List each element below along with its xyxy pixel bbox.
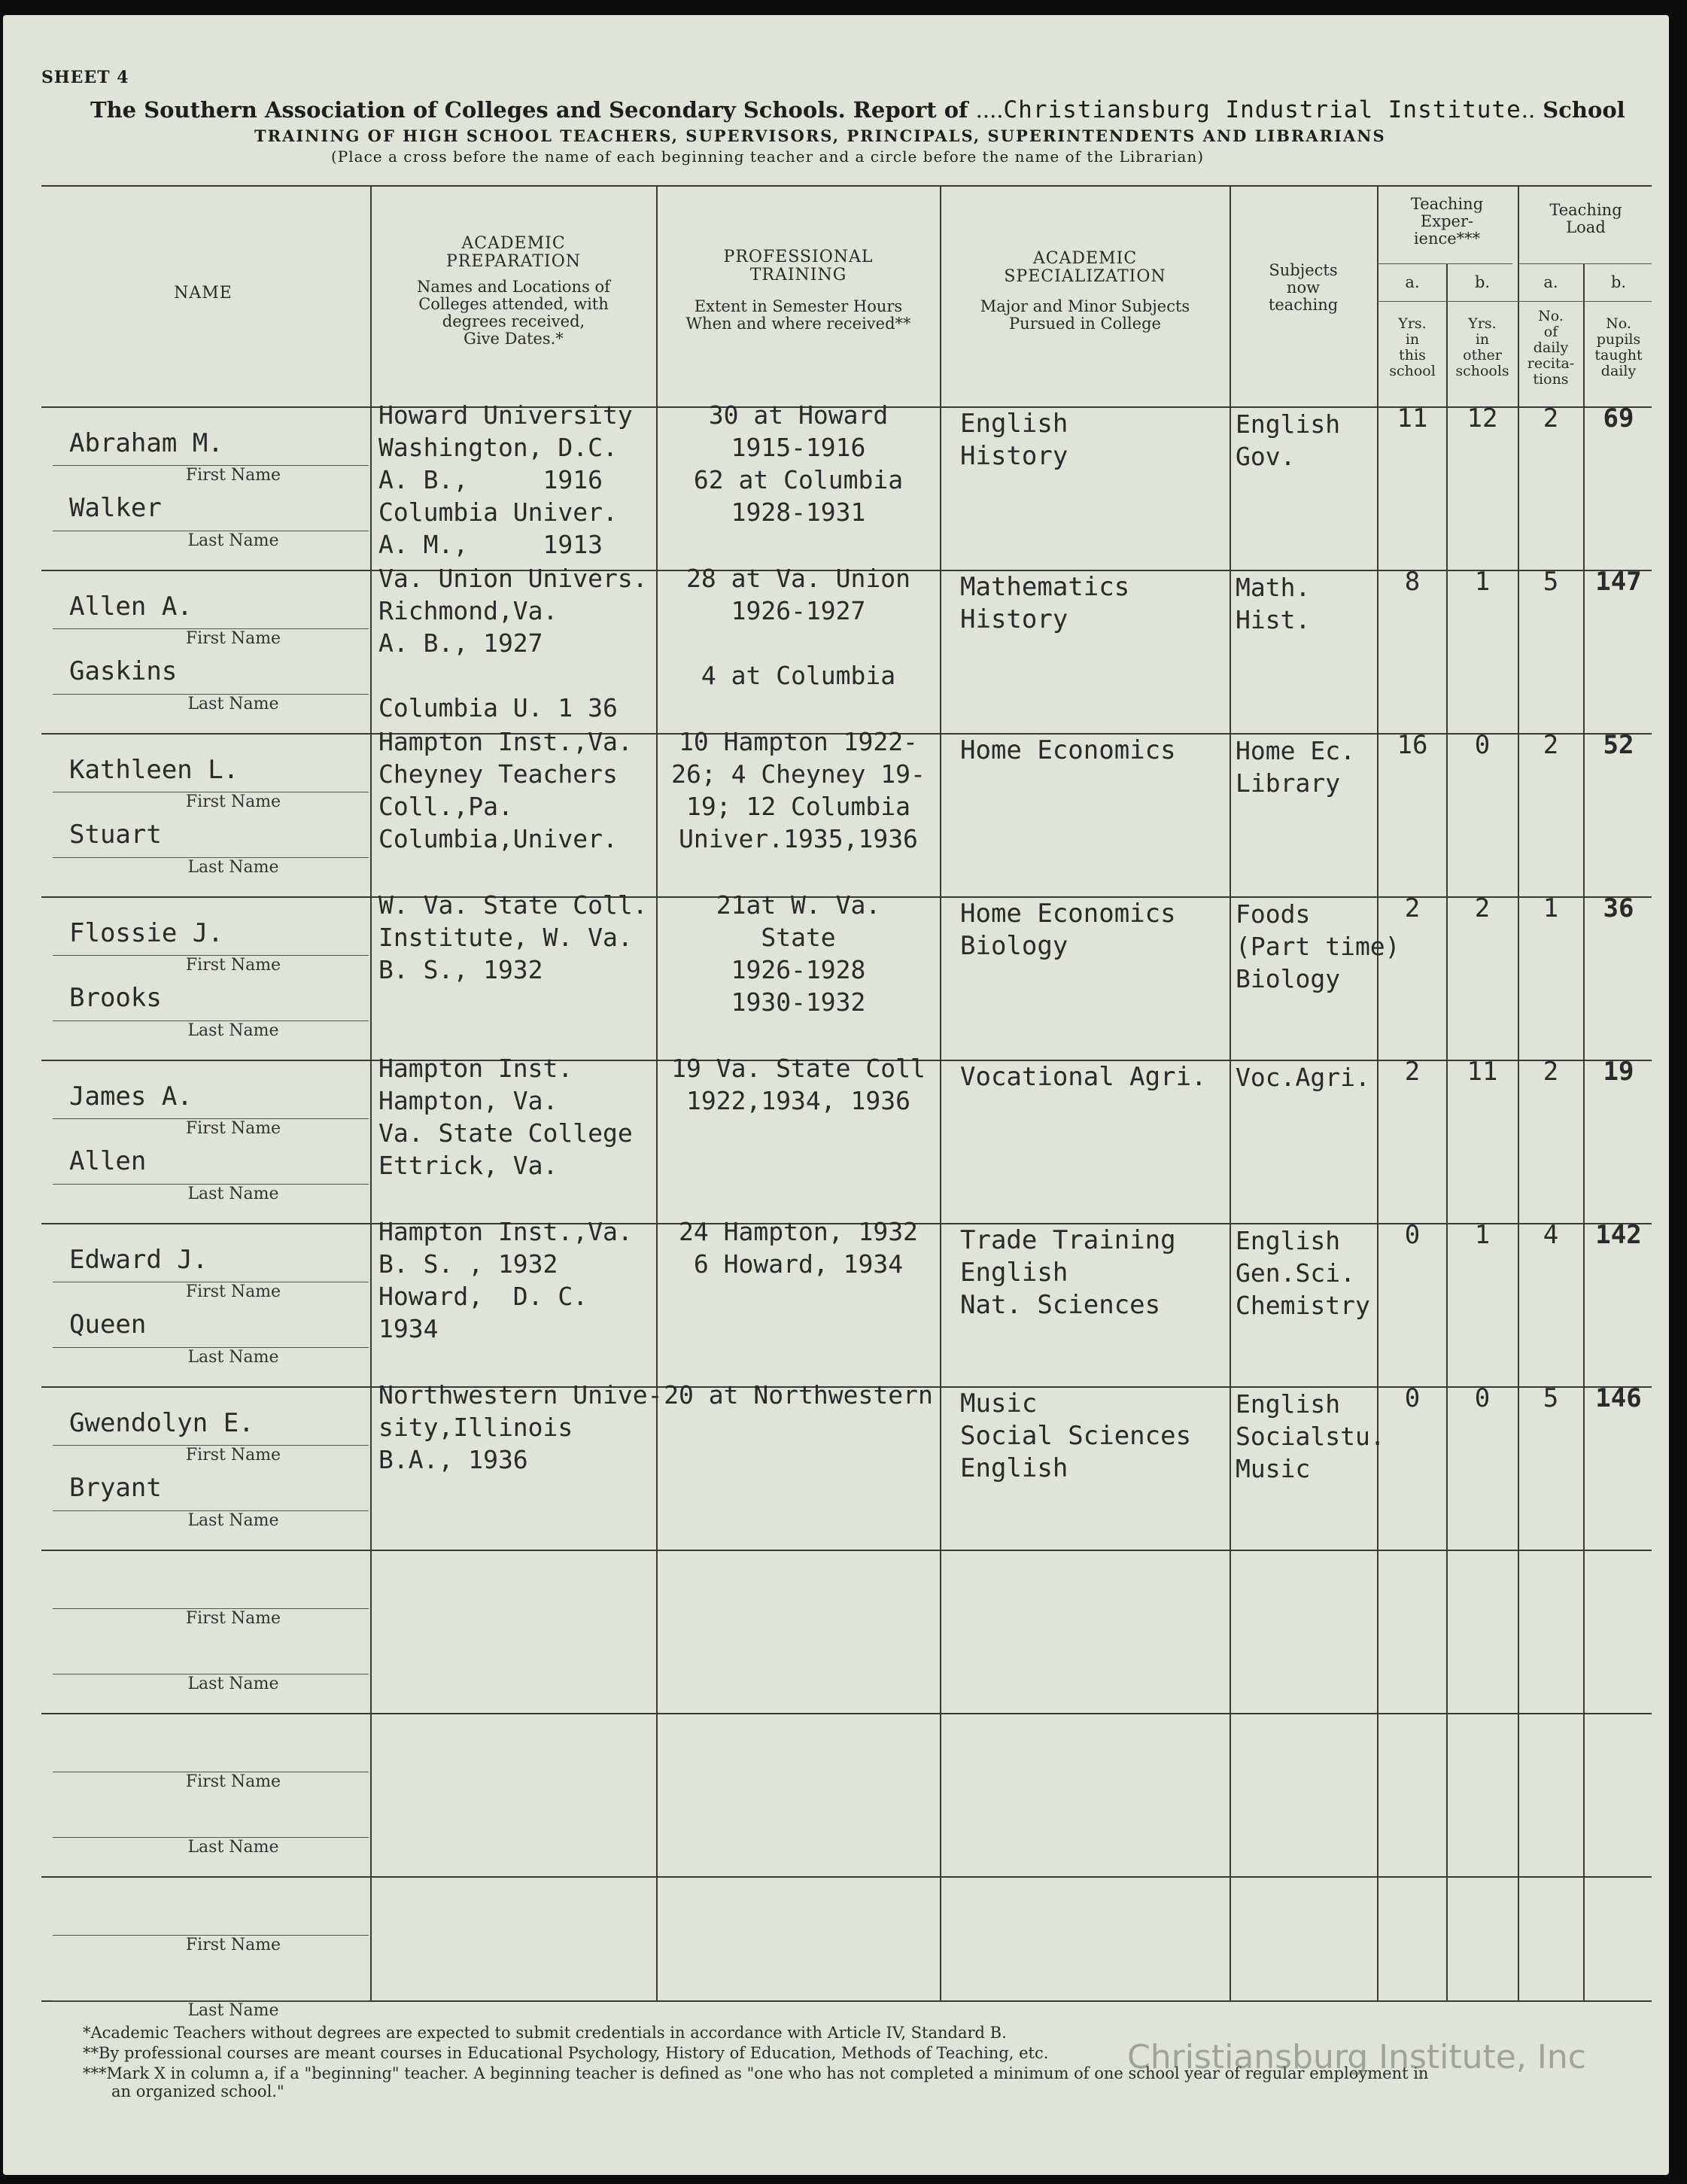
pupils-taught-daily: 142: [1595, 1220, 1642, 1250]
academic-preparation-line: A. B., 1916: [378, 465, 603, 494]
first-name-label: First Name: [185, 1772, 281, 1791]
teacher-last-name: Walker: [69, 493, 162, 523]
academic-preparation-line: Richmond,Va.: [378, 596, 558, 625]
teacher-first-name: Gwendolyn E.: [69, 1408, 254, 1438]
academic-preparation-line: Coll.,Pa.: [378, 792, 513, 821]
academic-preparation-line: Cheyney Teachers: [378, 759, 618, 789]
first-name-label: First Name: [185, 629, 281, 648]
professional-training-line: 26; 4 Cheyney 19-: [671, 759, 926, 789]
daily-recitations: 5: [1543, 567, 1559, 597]
title-suffix: School: [1543, 97, 1625, 123]
first-name-label: First Name: [185, 792, 281, 811]
daily-recitations: 4: [1543, 1220, 1559, 1250]
academic-preparation-line: 1934: [378, 1314, 439, 1343]
last-name-label: Last Name: [187, 1185, 279, 1203]
academic-specialization-line: Nat. Sciences: [960, 1290, 1161, 1320]
watermark: Christiansburg Institute, Inc: [1127, 2038, 1586, 2076]
years-this-school: 0: [1404, 1383, 1421, 1413]
years-this-school: 2: [1404, 1057, 1421, 1087]
years-this-school: 8: [1404, 567, 1421, 597]
first-name-label: First Name: [185, 1936, 281, 1954]
academic-specialization-line: Social Sciences: [960, 1421, 1192, 1451]
professional-training-line: Univer.1935,1936: [679, 824, 918, 853]
academic-preparation-line: B. S. , 1932: [378, 1249, 558, 1279]
academic-specialization-line: Home Economics: [960, 735, 1176, 765]
professional-training-line: 30 at Howard: [708, 400, 889, 430]
footnote-2: **By professional courses are meant courses in Educational Psychology, History of Education, Methods of Teaching, etc.: [83, 2044, 1049, 2062]
exp-a-marker: a.: [1405, 273, 1420, 291]
teacher-first-name: Edward J.: [69, 1245, 208, 1275]
subject-taught-line: Library: [1236, 768, 1341, 798]
academic-specialization-line: English: [960, 1258, 1068, 1288]
school-name: Christiansburg Industrial Institute: [1003, 96, 1521, 123]
professional-training-line: 1922,1934, 1936: [685, 1086, 910, 1115]
sheet-number: SHEET 4: [41, 68, 129, 87]
report-subtitle: TRAINING OF HIGH SCHOOL TEACHERS, SUPERVISORS, PRINCIPALS, SUPERINTENDENTS AND LIBRARIANS: [254, 126, 1386, 145]
subject-taught-line: Music: [1236, 1454, 1311, 1483]
academic-preparation-line: Columbia U. 1 36: [378, 693, 618, 722]
academic-specialization-line: Mathematics: [960, 572, 1130, 602]
years-other-schools: 1: [1474, 1220, 1491, 1250]
last-name-label: Last Name: [187, 2001, 279, 2020]
subject-taught-line: Gen.Sci.: [1236, 1258, 1355, 1288]
subject-taught-line: English: [1236, 409, 1341, 439]
exp-b-header: Yrs. in other schools: [1455, 315, 1509, 379]
academic-specialization-line: English: [960, 1453, 1068, 1483]
footnote-1: *Academic Teachers without degrees are expected to submit credentials in accordance with Article IV, Standard B.: [83, 2024, 1007, 2042]
load-a-marker: a.: [1543, 273, 1558, 291]
professional-training-line: 62 at Columbia: [693, 465, 904, 494]
table-top-rule: [41, 185, 1652, 187]
academic-specialization-line: History: [960, 441, 1068, 471]
exp-a-header: Yrs. in this school: [1389, 315, 1436, 379]
academic-specialization-line: Biology: [960, 931, 1068, 961]
load-b-marker: b.: [1610, 273, 1627, 291]
first-name-label: First Name: [185, 1609, 281, 1628]
professional-training-line: 1928-1931: [731, 497, 866, 527]
professional-training-line: 19; 12 Columbia: [685, 792, 910, 821]
academic-preparation-line: Columbia Univer.: [378, 497, 618, 527]
professional-training-line: 4 at Columbia: [701, 661, 896, 690]
years-other-schools: 0: [1474, 1383, 1491, 1413]
professional-training-line: 19 Va. State Coll: [671, 1054, 926, 1083]
years-this-school: 16: [1397, 730, 1428, 760]
years-this-school: 11: [1397, 403, 1428, 433]
experience-header: Teaching Exper- ience***: [1410, 195, 1484, 248]
professional-training-line: 20 at Northwestern: [664, 1380, 933, 1410]
teacher-last-name: Gaskins: [69, 656, 178, 686]
years-other-schools: 2: [1474, 893, 1491, 923]
subject-taught-line: Math.: [1236, 573, 1311, 602]
load-b-header: No. pupils taught daily: [1594, 315, 1643, 379]
academic-preparation-line: Columbia,Univer.: [378, 824, 618, 853]
load-a-header: No. of daily recita- tions: [1527, 308, 1575, 388]
subject-taught-line: Gov.: [1236, 442, 1296, 471]
row-divider: [41, 1550, 1652, 1551]
row-divider: [41, 1713, 1652, 1714]
academic-preparation-line: Hampton Inst.: [378, 1054, 573, 1083]
professional-training-line: 1915-1916: [731, 433, 866, 462]
specialization-header: ACADEMIC SPECIALIZATION Major and Minor Subjects Pursued in College: [980, 249, 1190, 333]
subject-taught-line: Hist.: [1236, 605, 1311, 634]
academic-specialization-line: Music: [960, 1389, 1038, 1419]
last-name-label: Last Name: [187, 1511, 279, 1530]
teacher-last-name: Stuart: [69, 820, 162, 850]
title-prefix: The Southern Association of Colleges and Secondary Schools. Report of: [90, 97, 968, 123]
academic-preparation-line: Va. Union Univers.: [378, 564, 648, 593]
years-other-schools: 0: [1474, 730, 1491, 760]
academic-preparation-line: Washington, D.C.: [378, 433, 618, 462]
subject-taught-line: Home Ec.: [1236, 736, 1355, 765]
professional-training-line: 1926-1927: [731, 596, 866, 625]
pupils-taught-daily: 69: [1603, 403, 1634, 433]
professional-header: PROFESSIONAL TRAINING Extent in Semester Hours When and where received**: [685, 248, 911, 333]
teacher-first-name: Flossie J.: [69, 918, 223, 948]
academic-preparation-line: Howard University: [378, 400, 633, 430]
teacher-first-name: James A.: [69, 1081, 193, 1112]
last-name-label: Last Name: [187, 1021, 279, 1040]
academic-preparation-line: B. S., 1932: [378, 955, 543, 984]
teacher-last-name: Bryant: [69, 1473, 162, 1503]
teacher-last-name: Queen: [69, 1309, 147, 1340]
professional-training-line: 24 Hampton, 1932: [679, 1217, 918, 1246]
pupils-taught-daily: 36: [1603, 893, 1634, 923]
academic-preparation-line: Northwestern Unive-: [378, 1380, 663, 1410]
first-name-label: First Name: [185, 1446, 281, 1465]
professional-training-line: 1930-1932: [731, 987, 866, 1017]
daily-recitations: 2: [1543, 403, 1559, 433]
academic-preparation-line: Hampton, Va.: [378, 1086, 558, 1115]
footnote-4: an organized school.": [111, 2082, 284, 2100]
last-name-label: Last Name: [187, 1838, 279, 1857]
report-title: The Southern Association of Colleges and Secondary Schools. Report of ....Christiansburg Industrial Institute.. School: [90, 96, 1625, 123]
professional-training-line: 1926-1928: [731, 955, 866, 984]
pupils-taught-daily: 19: [1603, 1057, 1634, 1087]
last-name-label: Last Name: [187, 1348, 279, 1367]
academic-preparation-line: Hampton Inst.,Va.: [378, 727, 633, 756]
daily-recitations: 1: [1543, 893, 1559, 923]
academic-preparation-line: Institute, W. Va.: [378, 923, 633, 952]
years-other-schools: 1: [1474, 567, 1491, 597]
teacher-first-name: Kathleen L.: [69, 755, 239, 785]
teacher-last-name: Brooks: [69, 983, 162, 1013]
last-name-label: Last Name: [187, 858, 279, 877]
years-this-school: 0: [1404, 1220, 1421, 1250]
professional-training-line: 28 at Va. Union: [685, 564, 910, 593]
academic-preparation-line: Va. State College: [378, 1118, 633, 1148]
daily-recitations: 5: [1543, 1383, 1559, 1413]
pupils-taught-daily: 147: [1595, 567, 1642, 597]
first-name-label: First Name: [185, 466, 281, 485]
name-header: NAME: [174, 284, 233, 303]
subject-taught-line: Foods: [1236, 899, 1311, 929]
subject-taught-line: English: [1236, 1226, 1341, 1255]
last-name-label: Last Name: [187, 695, 279, 713]
subject-taught-line: English: [1236, 1389, 1341, 1419]
academic-preparation-line: W. Va. State Coll.: [378, 890, 648, 920]
teacher-first-name: Allen A.: [69, 592, 193, 622]
daily-recitations: 2: [1543, 730, 1559, 760]
academic-specialization-line: Vocational Agri.: [960, 1062, 1207, 1092]
subject-taught-line: Chemistry: [1236, 1291, 1370, 1320]
teacher-last-name: Allen: [69, 1146, 147, 1176]
last-name-label: Last Name: [187, 531, 279, 550]
report-instruction: (Place a cross before the name of each beginning teacher and a circle before the name of the Librarian): [331, 148, 1205, 166]
years-this-school: 2: [1404, 893, 1421, 923]
subject-taught-line: Voc.Agri.: [1236, 1063, 1370, 1092]
academic-specialization-line: Home Economics: [960, 899, 1176, 929]
academic-preparation-line: Howard, D. C.: [378, 1282, 588, 1311]
subject-taught-line: Biology: [1236, 964, 1341, 993]
academic-specialization-line: History: [960, 604, 1068, 634]
exp-b-marker: b.: [1474, 273, 1491, 291]
professional-training-line: 21at W. Va.: [716, 890, 881, 920]
load-header: Teaching Load: [1549, 201, 1622, 236]
pupils-taught-daily: 52: [1603, 730, 1634, 760]
first-name-label: First Name: [185, 1282, 281, 1301]
daily-recitations: 2: [1543, 1057, 1559, 1087]
row-divider: [41, 1876, 1652, 1878]
professional-training-line: 10 Hampton 1922-: [679, 727, 918, 756]
academic-preparation-line: A. M., 1913: [378, 530, 603, 559]
academic-specialization-line: Trade Training: [960, 1225, 1176, 1255]
professional-training-line: 6 Howard, 1934: [693, 1249, 904, 1279]
teacher-first-name: Abraham M.: [69, 428, 223, 458]
academic-preparation-line: B.A., 1936: [378, 1445, 528, 1474]
subject-taught-line: (Part time): [1236, 932, 1400, 961]
academic-preparation-line: A. B., 1927: [378, 628, 543, 658]
academic-specialization-line: English: [960, 409, 1068, 439]
first-name-label: First Name: [185, 956, 281, 975]
subject-taught-line: Socialstu.: [1236, 1422, 1385, 1451]
pupils-taught-daily: 146: [1595, 1383, 1642, 1413]
academic-preparation-line: sity,Illinois: [378, 1413, 573, 1442]
academic-header: ACADEMIC PREPARATION Names and Locations of Colleges attended, with degrees received, Give Dates.*: [417, 234, 610, 348]
subjects-header: Subjects now teaching: [1268, 261, 1339, 314]
years-other-schools: 12: [1467, 403, 1498, 433]
footnote-3: ***Mark X in column a, if a "beginning" teacher. A beginning teacher is defined as "one who has not completed a minimum of one school year of regular employment in: [83, 2064, 1429, 2082]
last-name-label: Last Name: [187, 1675, 279, 1693]
academic-preparation-line: Ettrick, Va.: [378, 1151, 558, 1180]
first-name-label: First Name: [185, 1119, 281, 1138]
academic-preparation-line: Hampton Inst.,Va.: [378, 1217, 633, 1246]
professional-training-line: State: [761, 923, 836, 952]
years-other-schools: 11: [1467, 1057, 1498, 1087]
